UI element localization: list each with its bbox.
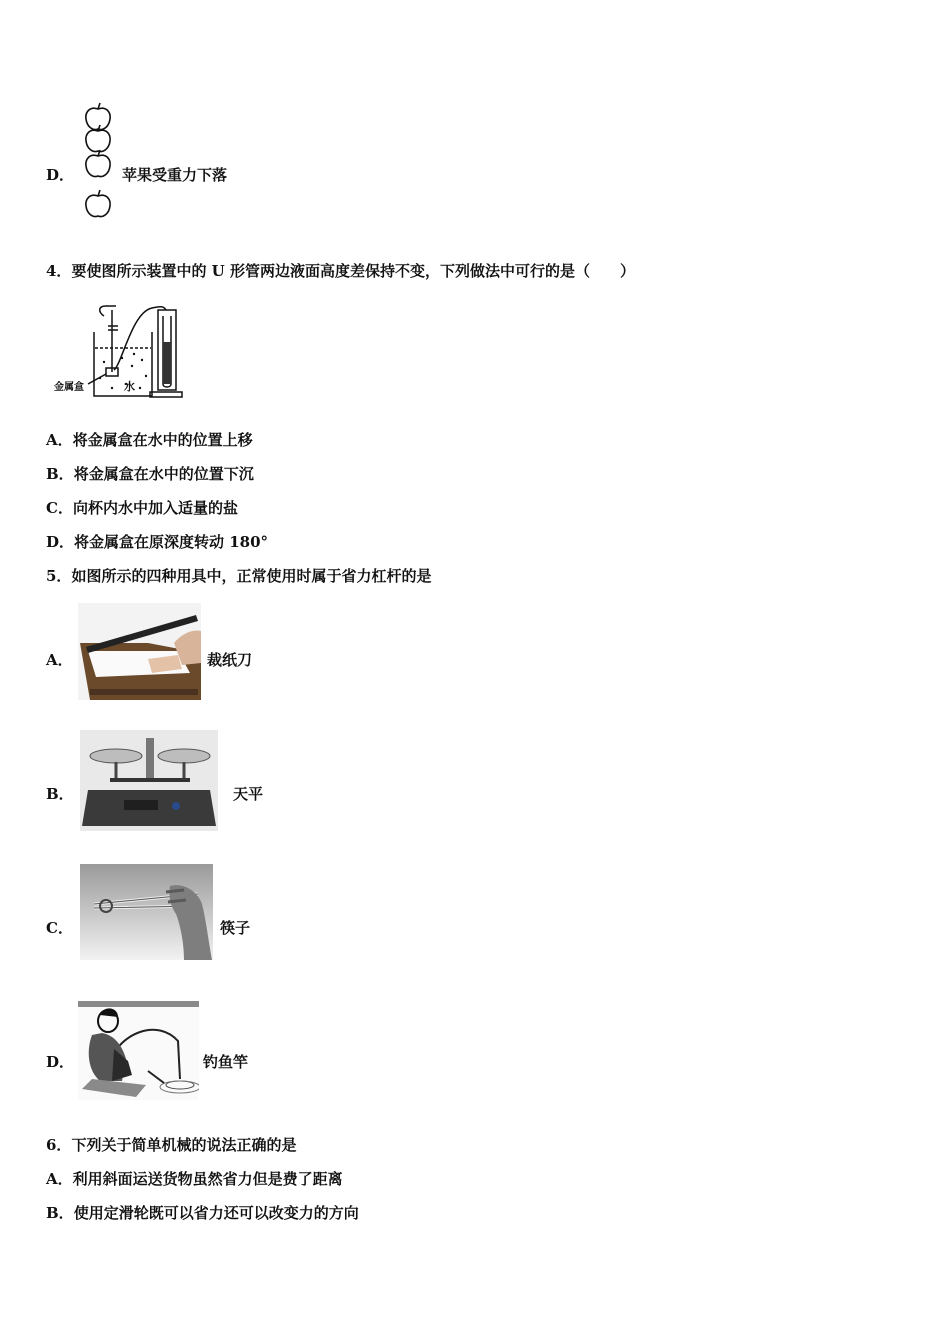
- option-letter: C．: [46, 499, 73, 517]
- apple-icon: [86, 103, 110, 130]
- apple-icon: [86, 190, 110, 217]
- paper-cutter-photo: [78, 603, 201, 700]
- q3-option-d-letter: D．: [46, 166, 75, 184]
- u-tube-apparatus-figure: [52, 302, 188, 400]
- q4-option-b: [46, 463, 254, 484]
- falling-apples-figure: [78, 100, 122, 225]
- q6-number: 6．: [46, 1136, 72, 1154]
- q4-number: 4．: [46, 262, 72, 280]
- option-text: 向杯内水中加入适量的盐: [72, 499, 238, 517]
- option-letter: B．: [46, 465, 74, 483]
- q5-option-b-text: 天平: [233, 785, 264, 803]
- figure-label-metal-box: 金属盒: [54, 382, 84, 393]
- chopsticks-photo: [80, 864, 213, 960]
- q5-option-d-letter: D．: [46, 1053, 75, 1071]
- q4-stem-text: 要使图所示装置中的 U 形管两边液面高度差保持不变，下列做法中可行的是（ ）: [71, 262, 635, 280]
- fishing-rod-photo: [78, 1001, 199, 1100]
- q3-option-d-text: 苹果受重力下落: [122, 166, 228, 184]
- q6-option-b: [46, 1202, 359, 1223]
- q5-option-a-text: 裁纸刀: [207, 651, 253, 669]
- q5-stem: [46, 565, 431, 586]
- option-text: 利用斜面运送货物虽然省力但是费了距离: [72, 1170, 343, 1188]
- apple-icon: [86, 150, 110, 177]
- q4-option-a: [46, 429, 253, 450]
- q5-option-c-letter: C．: [46, 919, 73, 937]
- option-letter: B．: [46, 1204, 74, 1222]
- q5-option-b-letter: B．: [46, 785, 74, 803]
- figure-label-water: 水: [124, 380, 135, 393]
- q4-option-d: [46, 531, 268, 552]
- option-letter: A．: [46, 431, 73, 449]
- option-text: 使用定滑轮既可以省力还可以改变力的方向: [73, 1204, 359, 1222]
- q5-stem-text: 如图所示的四种用具中，正常使用时属于省力杠杆的是: [71, 567, 432, 585]
- q4-stem: [46, 260, 635, 281]
- q5-option-d-text: 钓鱼竿: [203, 1053, 249, 1071]
- q5-number: 5．: [46, 567, 72, 585]
- apple-icon: [86, 125, 110, 152]
- q6-option-a: [46, 1168, 343, 1189]
- q4-option-c: [46, 497, 238, 518]
- q5-option-c-text: 筷子: [220, 919, 251, 937]
- option-text: 将金属盒在水中的位置下沉: [73, 465, 254, 483]
- option-letter: A．: [46, 1170, 73, 1188]
- option-letter: D．: [46, 533, 75, 551]
- q5-option-a-letter: A．: [46, 651, 73, 669]
- q6-stem-text: 下列关于简单机械的说法正确的是: [71, 1136, 297, 1154]
- option-text: 将金属盒在水中的位置上移: [72, 431, 253, 449]
- balance-scale-photo: [80, 730, 218, 831]
- q6-stem: [46, 1134, 296, 1155]
- option-text: 将金属盒在原深度转动 180°: [74, 533, 269, 551]
